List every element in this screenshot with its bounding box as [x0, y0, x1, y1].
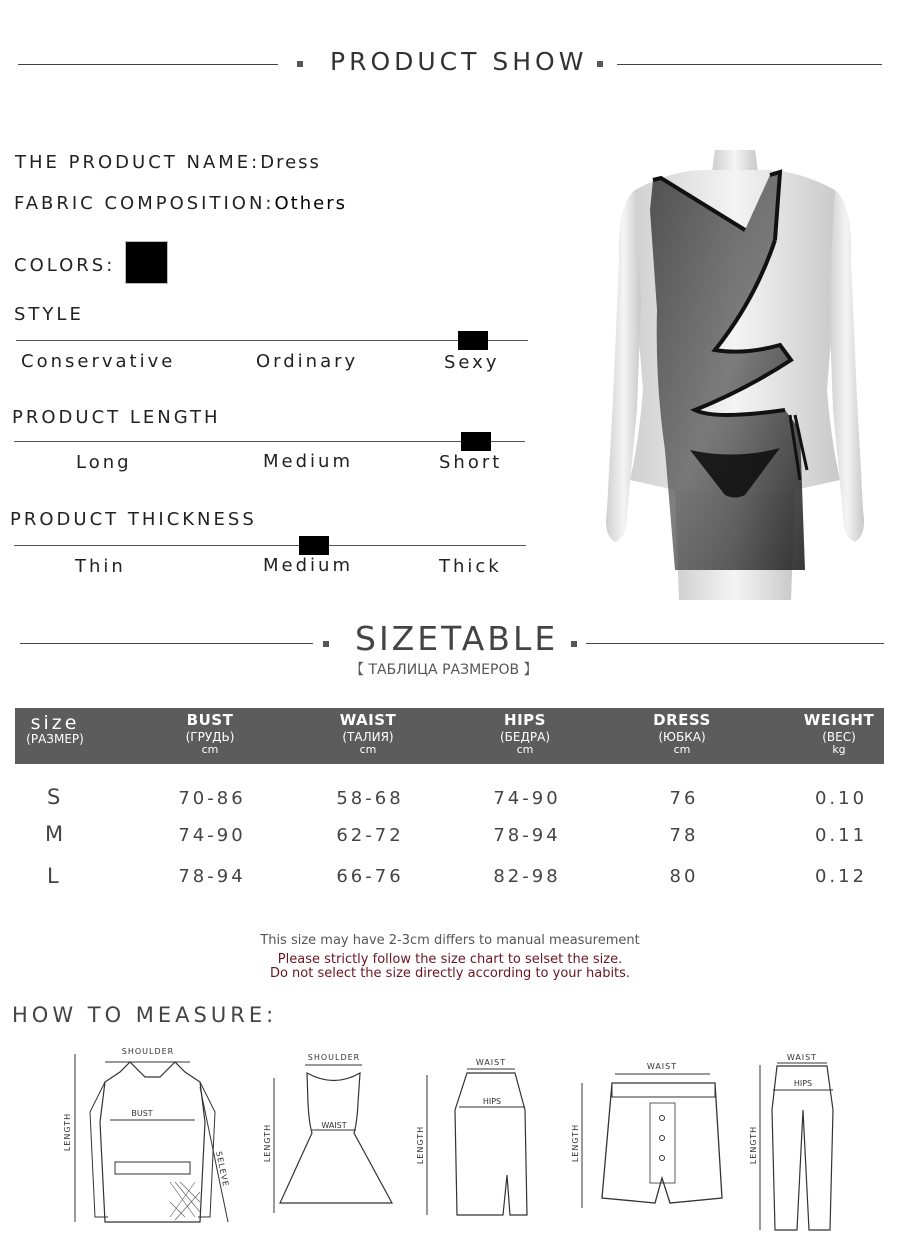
dress-outline: [280, 1073, 392, 1203]
table-row-m-dress: 78: [669, 825, 699, 846]
section-title-product-show: PRODUCT SHOW: [330, 47, 588, 76]
table-row-s-weight: 0.10: [814, 788, 868, 809]
table-row-m-waist: 62-72: [336, 825, 404, 846]
col-header-bust-sub: (ГРУДЬ): [185, 730, 235, 744]
fabric-label: FABRIC COMPOSITION:: [14, 193, 275, 214]
col-header-waist-name: WAIST: [339, 711, 397, 729]
jacket-bust-label: BUST: [131, 1109, 153, 1118]
length-scale-marker: [461, 432, 491, 451]
skirt-outline: [455, 1073, 527, 1215]
col-header-waist-unit: cm: [359, 743, 377, 756]
table-row-s-size: S: [47, 785, 61, 809]
col-header-waist: [318, 711, 418, 756]
size-table-header: [15, 708, 884, 764]
pants-measure-diagram: [745, 1050, 845, 1235]
col-header-weight-sub: (ВЕС): [822, 730, 856, 744]
skirt-length-label: LENGTH: [416, 1125, 425, 1165]
col-header-dress-name: DRESS: [653, 711, 711, 729]
sizetable-title: SIZETABLE: [355, 619, 559, 658]
table-row-s-dress: 76: [669, 788, 699, 809]
col-header-hips-sub: (БЕДРА): [500, 730, 550, 744]
length-option-short: Short: [439, 452, 503, 473]
product-name-label: THE PRODUCT NAME:: [15, 152, 261, 173]
shorts-measure-diagram: [570, 1058, 735, 1218]
col-header-bust-unit: cm: [201, 743, 219, 756]
size-note-habits: Do not select the size directly according to your habits.: [269, 966, 631, 981]
table-row-m-size: M: [45, 822, 64, 846]
table-row-s-waist: 58-68: [336, 788, 404, 809]
length-scale-line: [14, 441, 525, 442]
style-scale-marker: [458, 331, 488, 350]
table-row-l-hips: 82-98: [493, 866, 561, 887]
jacket-sleeve-right: [198, 1082, 215, 1217]
col-header-weight-unit: kg: [832, 743, 846, 756]
col-header-weight: [789, 711, 889, 756]
col-header-size: [20, 712, 90, 746]
shorts-waist-label: WAIST: [646, 1062, 678, 1071]
col-header-hips-unit: cm: [516, 743, 534, 756]
shorts-outline: [602, 1083, 722, 1203]
thickness-scale-marker: [299, 536, 329, 555]
header-bullet-left: [297, 61, 303, 67]
thickness-option-thin: Thin: [75, 556, 126, 577]
table-row-l-dress: 80: [669, 866, 699, 887]
length-option-medium: Medium: [263, 451, 353, 472]
size-note-follow-chart: Please strictly follow the size chart to selset the size.: [277, 952, 623, 967]
jacket-sleeve-label: SELEVE: [214, 1150, 230, 1188]
sizetable-bullet-right: [571, 641, 577, 647]
thickness-option-medium: Medium: [263, 555, 353, 576]
pants-length-label: LENGTH: [749, 1125, 758, 1165]
mannequin-arm-left: [606, 190, 641, 542]
shorts-button: [660, 1116, 665, 1121]
skirt-waist-label: WAIST: [475, 1058, 507, 1067]
fabric-row: [14, 193, 347, 214]
mannequin-neck: [712, 150, 758, 172]
table-row-l-waist: 66-76: [336, 866, 404, 887]
dress-length-label: LENGTH: [263, 1123, 272, 1163]
pants-outline: [772, 1066, 833, 1230]
pants-hips-label: HIPS: [793, 1079, 813, 1088]
style-scale-line: [16, 340, 528, 341]
thickness-title: PRODUCT THICKNESS: [10, 509, 257, 530]
header-divider-right: [617, 64, 882, 65]
col-header-size-name: size: [30, 712, 80, 734]
sizetable-divider-left: [20, 643, 313, 644]
jacket-shoulder-label: SHOULDER: [121, 1047, 175, 1056]
jacket-measure-diagram: [60, 1042, 230, 1227]
how-to-measure-title: HOW TO MEASURE:: [12, 1003, 278, 1027]
col-header-size-sub: (РАЗМЕР): [26, 732, 84, 746]
dress-waist-label: WAIST: [321, 1121, 347, 1130]
jacket-sleeve-left: [90, 1082, 108, 1217]
thickness-option-thick: Thick: [439, 556, 502, 577]
product-name-row: [15, 152, 321, 173]
dress-measure-diagram: [262, 1048, 402, 1218]
style-option-sexy: Sexy: [444, 352, 500, 373]
size-note-measurement: This size may have 2-3cm differs to manual measurement: [260, 933, 640, 948]
thickness-scale-line: [14, 545, 526, 546]
col-header-weight-name: WEIGHT: [803, 711, 875, 729]
shorts-waistband: [612, 1083, 715, 1097]
table-row-l-bust: 78-94: [178, 866, 246, 887]
style-option-conservative: Conservative: [21, 351, 176, 372]
sizetable-bullet-left: [323, 641, 329, 647]
mannequin-arm-right: [829, 190, 864, 542]
col-header-dress-sub: (ЮБКА): [658, 730, 706, 744]
sizetable-subtitle: 【 ТАБЛИЦА РАЗМЕРОВ 】: [350, 662, 538, 678]
shorts-button: [660, 1156, 665, 1161]
jacket-quilting: [170, 1182, 200, 1220]
shorts-length-label: LENGTH: [571, 1123, 580, 1163]
col-header-waist-sub: (ТАЛИЯ): [342, 730, 394, 744]
shorts-pocket-flap: [650, 1103, 675, 1183]
col-header-hips: [475, 711, 575, 756]
col-header-dress-unit: cm: [673, 743, 691, 756]
sizetable-divider-right: [586, 643, 884, 644]
table-row-m-weight: 0.11: [814, 825, 868, 846]
jacket-length-label: LENGTH: [63, 1112, 72, 1152]
color-swatch-black[interactable]: [125, 241, 168, 284]
fabric-value: Others: [274, 193, 347, 214]
header-divider-left: [18, 64, 278, 65]
col-header-bust-name: BUST: [186, 711, 234, 729]
table-row-s-hips: 74-90: [493, 788, 561, 809]
col-header-bust: [160, 711, 260, 756]
table-row-m-bust: 74-90: [178, 825, 246, 846]
product-photo-mannequin: [595, 150, 875, 600]
table-row-m-hips: 78-94: [493, 825, 561, 846]
colors-label: COLORS:: [14, 255, 116, 276]
col-header-hips-name: HIPS: [504, 711, 546, 729]
jacket-belt: [115, 1162, 190, 1174]
dress-shoulder-label: SHOULDER: [307, 1053, 361, 1062]
length-option-long: Long: [76, 452, 132, 473]
length-title: PRODUCT LENGTH: [12, 407, 221, 428]
style-option-ordinary: Ordinary: [256, 351, 359, 372]
table-row-l-weight: 0.12: [814, 866, 868, 887]
style-title: STYLE: [14, 304, 84, 325]
skirt-hips-label: HIPS: [482, 1097, 502, 1106]
jacket-outline: [100, 1062, 205, 1222]
col-header-dress: [632, 711, 732, 756]
product-name-value: Dress: [260, 152, 321, 173]
table-row-l-size: L: [47, 864, 59, 888]
shorts-button: [660, 1136, 665, 1141]
pants-waist-label: WAIST: [786, 1053, 818, 1062]
header-bullet-right: [597, 61, 603, 67]
table-row-s-bust: 70-86: [178, 788, 246, 809]
skirt-measure-diagram: [415, 1055, 555, 1225]
